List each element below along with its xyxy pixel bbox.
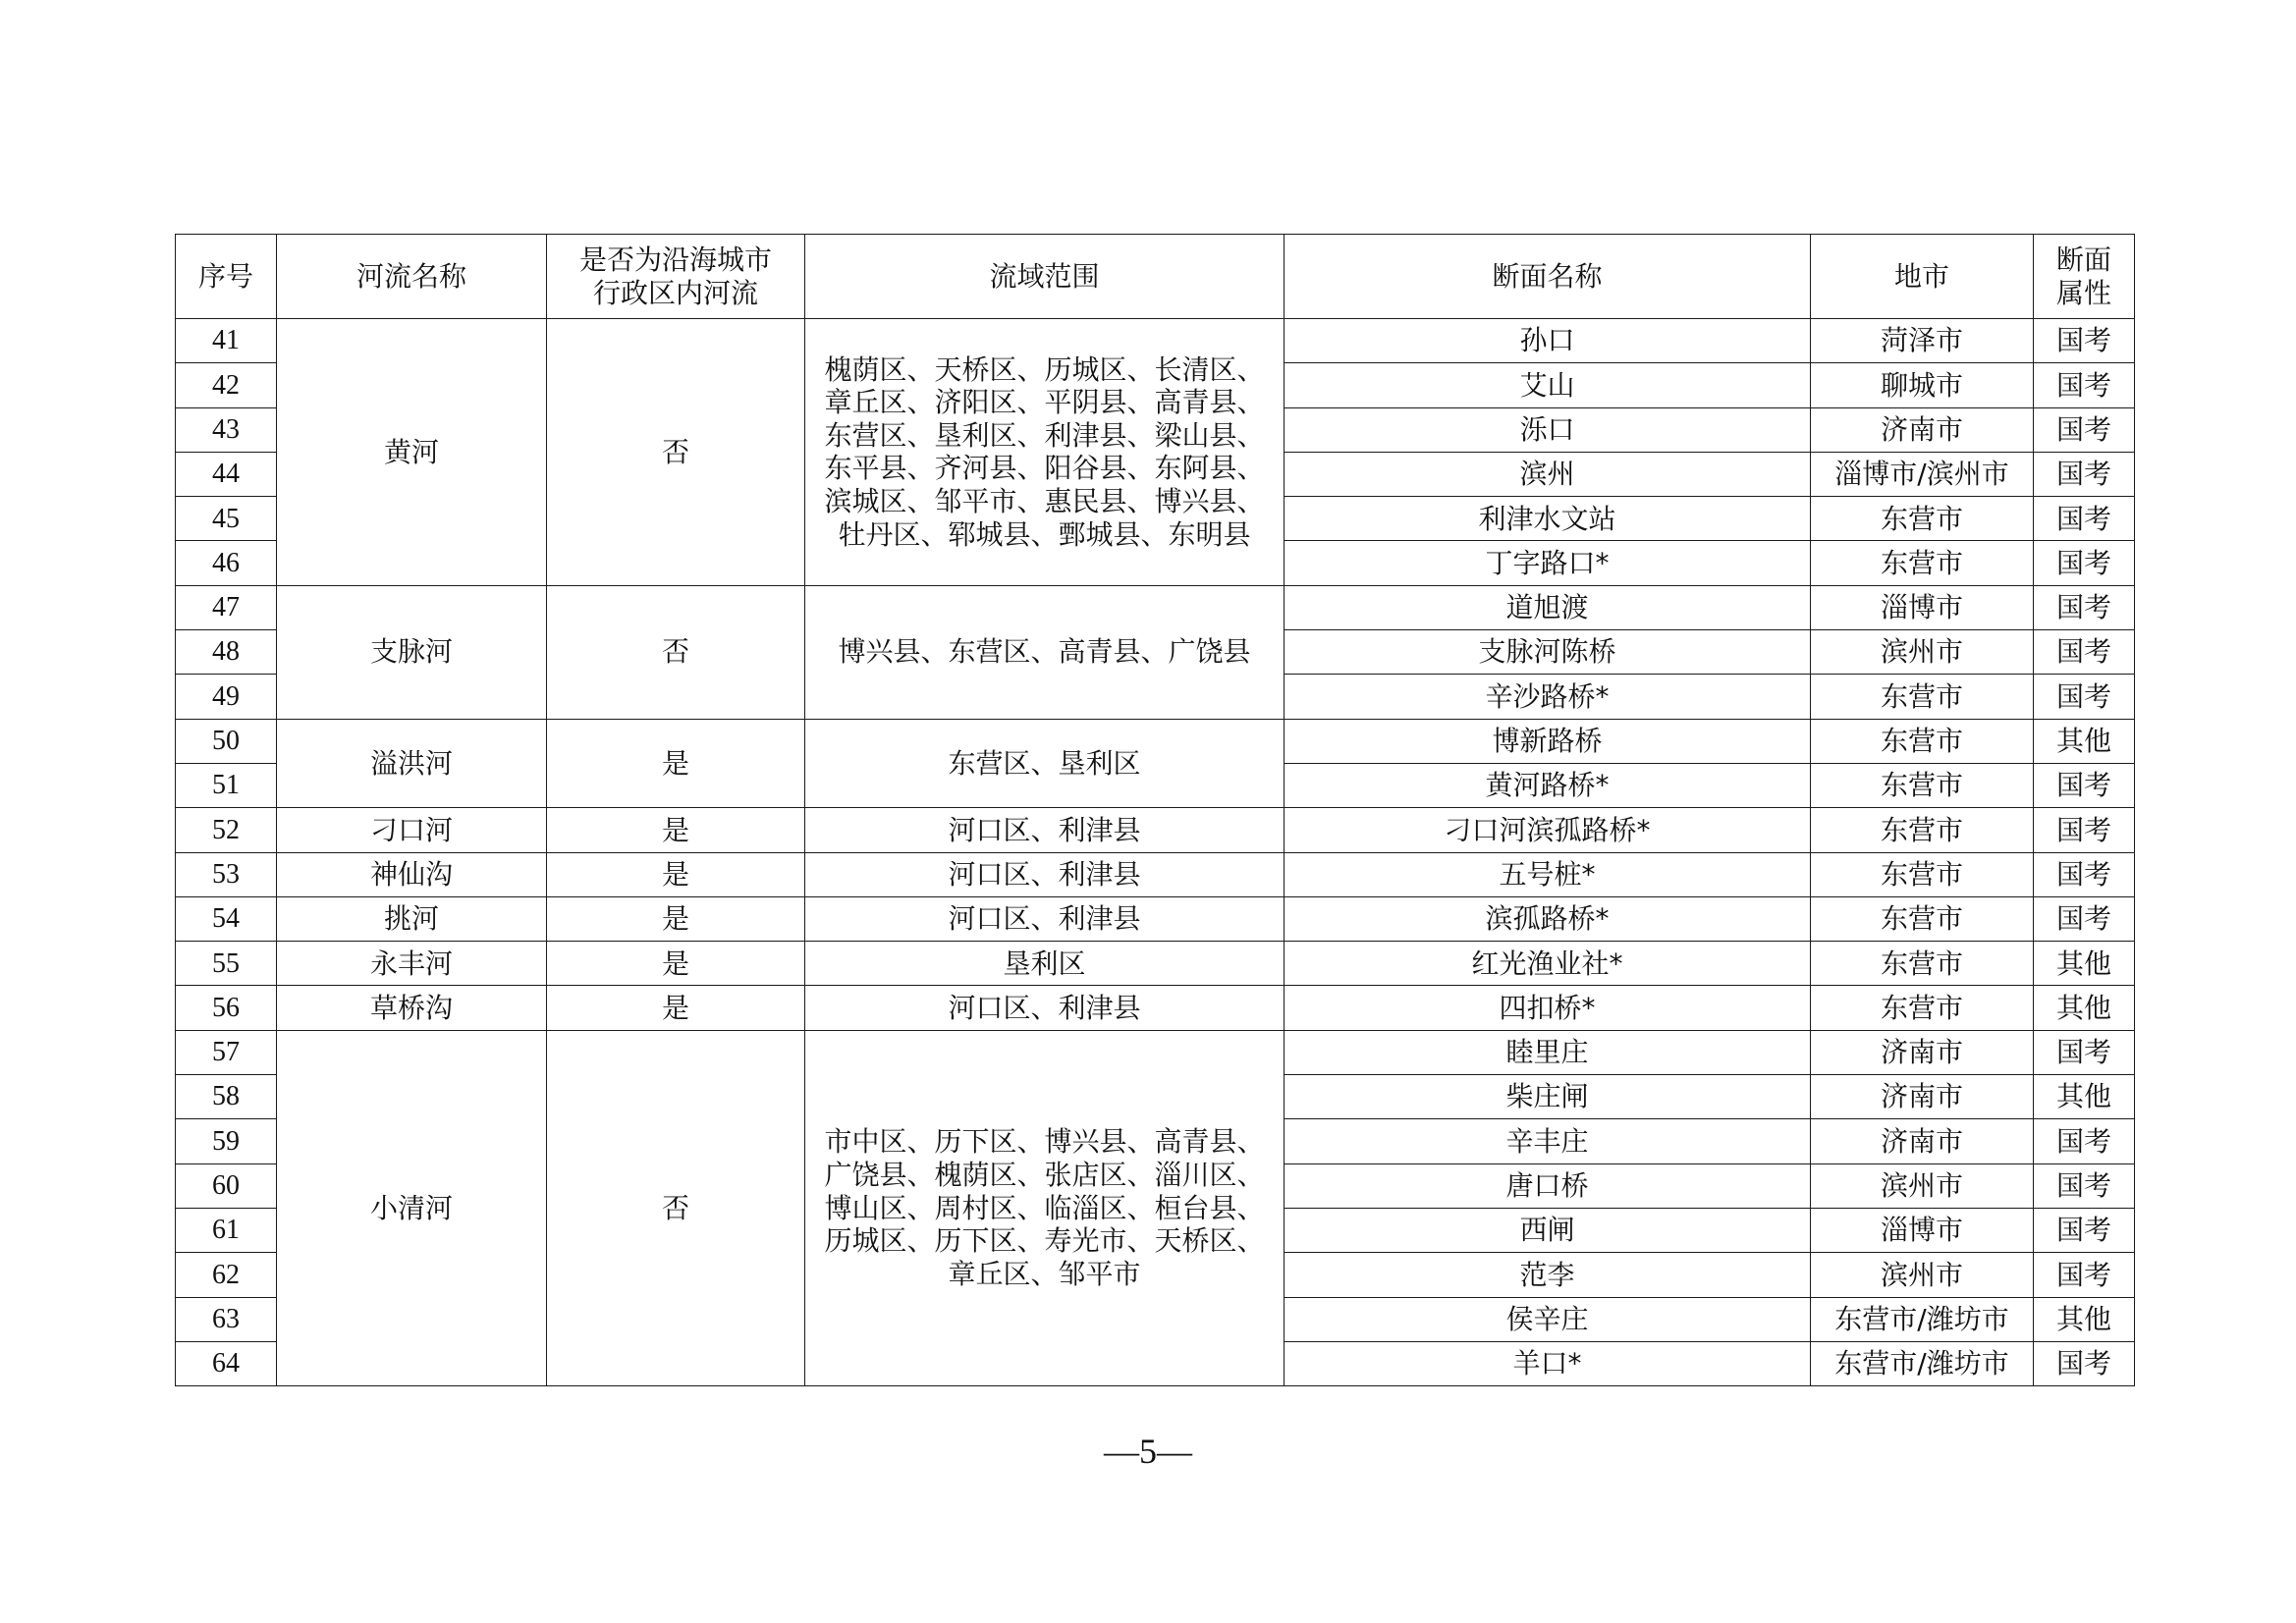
table-row (176, 852, 2135, 896)
section-name-cell: 丁字路口* (1285, 541, 1811, 585)
seq-cell: 43 (176, 407, 277, 452)
seq-cell: 60 (176, 1163, 277, 1208)
basin-scope-line: 章丘区、济阳区、平阴县、高青县、 (824, 386, 1265, 419)
seq-cell: 59 (176, 1119, 277, 1163)
header-row (176, 235, 2135, 319)
seq-cell: 64 (176, 1341, 277, 1385)
basin-scope-line: 牡丹区、郓城县、鄄城县、东明县 (838, 517, 1251, 551)
coastal-cell: 是 (547, 986, 805, 1030)
section-attr-cell: 国考 (2034, 630, 2135, 675)
basin-scope-line: 东营区、垦利区 (948, 746, 1141, 780)
table-row (176, 986, 2135, 1030)
city-cell: 东营市/潍坊市 (1811, 1297, 2034, 1341)
basin-scope-cell (805, 986, 1285, 1030)
table-row (176, 1030, 2135, 1074)
section-name-cell: 辛丰庄 (1285, 1119, 1811, 1163)
river-name-cell: 神仙沟 (277, 852, 547, 896)
city-cell: 济南市 (1811, 1030, 2034, 1074)
seq-cell: 51 (176, 763, 277, 807)
section-attr-cell: 国考 (2034, 541, 2135, 585)
section-name-cell: 西闸 (1285, 1208, 1811, 1252)
basin-scope-line: 历城区、历下区、寿光市、天桥区、 (824, 1224, 1265, 1258)
section-attr-cell: 其他 (2034, 942, 2135, 986)
section-name-cell: 滨孤路桥* (1285, 896, 1811, 941)
city-cell: 东营市 (1811, 852, 2034, 896)
section-name-cell: 范李 (1285, 1253, 1811, 1297)
seq-cell: 48 (176, 630, 277, 675)
city-cell: 东营市 (1811, 986, 2034, 1030)
city-cell: 菏泽市 (1811, 319, 2034, 363)
section-attr-cell: 国考 (2034, 1253, 2135, 1297)
city-cell: 淄博市 (1811, 1208, 2034, 1252)
section-name-cell: 羊口* (1285, 1341, 1811, 1385)
city-cell: 东营市 (1811, 675, 2034, 719)
seq-cell: 63 (176, 1297, 277, 1341)
city-cell: 东营市 (1811, 541, 2034, 585)
header-attr-line-1: 断面 (2055, 243, 2111, 276)
seq-cell: 62 (176, 1253, 277, 1297)
basin-scope-line: 博山区、周村区、临淄区、桓台县、 (824, 1191, 1265, 1224)
section-name-cell: 利津水文站 (1285, 497, 1811, 541)
section-name-cell: 支脉河陈桥 (1285, 630, 1811, 675)
header-coastal-line-1: 是否为沿海城市 (578, 243, 772, 276)
city-cell: 东营市 (1811, 763, 2034, 807)
coastal-cell: 否 (547, 585, 805, 719)
section-attr-cell: 国考 (2034, 808, 2135, 852)
city-cell: 济南市 (1811, 1119, 2034, 1163)
city-cell: 滨州市 (1811, 1253, 2034, 1297)
city-cell: 东营市 (1811, 942, 2034, 986)
section-name-cell: 滨州 (1285, 452, 1811, 496)
basin-scope-line: 章丘区、邹平市 (948, 1257, 1141, 1290)
table-row (176, 808, 2135, 852)
header-coastal (547, 235, 805, 319)
river-name-cell: 草桥沟 (277, 986, 547, 1030)
city-cell: 东营市/潍坊市 (1811, 1341, 2034, 1385)
section-name-cell: 道旭渡 (1285, 585, 1811, 629)
section-attr-cell: 国考 (2034, 407, 2135, 452)
section-name-cell: 黄河路桥* (1285, 763, 1811, 807)
river-name-cell: 永丰河 (277, 942, 547, 986)
page-number: —5— (1104, 1432, 1192, 1471)
coastal-cell: 是 (547, 719, 805, 808)
section-attr-cell: 国考 (2034, 363, 2135, 407)
city-cell: 东营市 (1811, 808, 2034, 852)
section-name-cell: 唐口桥 (1285, 1163, 1811, 1208)
basin-scope-cell (805, 719, 1285, 808)
seq-cell: 41 (176, 319, 277, 363)
table-body (176, 319, 2135, 1386)
section-name-cell: 睦里庄 (1285, 1030, 1811, 1074)
section-attr-cell: 国考 (2034, 497, 2135, 541)
seq-cell: 52 (176, 808, 277, 852)
city-cell: 济南市 (1811, 1075, 2034, 1119)
basin-scope-line: 河口区、利津县 (948, 991, 1141, 1024)
section-attr-cell: 国考 (2034, 452, 2135, 496)
city-cell: 东营市 (1811, 497, 2034, 541)
coastal-cell: 否 (547, 1030, 805, 1385)
header-seq: 序号 (176, 235, 277, 319)
river-name-cell: 挑河 (277, 896, 547, 941)
section-name-cell: 五号桩* (1285, 852, 1811, 896)
section-name-cell: 刁口河滨孤路桥* (1285, 808, 1811, 852)
section-attr-cell: 国考 (2034, 1119, 2135, 1163)
section-attr-cell: 国考 (2034, 675, 2135, 719)
coastal-cell: 是 (547, 942, 805, 986)
section-name-cell: 红光渔业社* (1285, 942, 1811, 986)
basin-scope-cell (805, 1030, 1285, 1385)
section-attr-cell: 国考 (2034, 896, 2135, 941)
coastal-cell: 是 (547, 808, 805, 852)
section-attr-cell: 其他 (2034, 1075, 2135, 1119)
basin-scope-line: 博兴县、东营区、高青县、广饶县 (838, 635, 1251, 669)
seq-cell: 55 (176, 942, 277, 986)
basin-scope-cell (805, 808, 1285, 852)
header-coastal-line-2: 行政区内河流 (592, 276, 758, 309)
coastal-cell: 是 (547, 896, 805, 941)
seq-cell: 50 (176, 719, 277, 763)
basin-scope-line: 槐荫区、天桥区、历城区、长清区、 (824, 352, 1265, 386)
seq-cell: 45 (176, 497, 277, 541)
seq-cell: 56 (176, 986, 277, 1030)
header-section-attr (2034, 235, 2135, 319)
basin-scope-cell (805, 896, 1285, 941)
header-attr-line-2: 属性 (2055, 276, 2111, 309)
basin-scope-cell (805, 942, 1285, 986)
section-name-cell: 柴庄闸 (1285, 1075, 1811, 1119)
table-row (176, 585, 2135, 629)
seq-cell: 47 (176, 585, 277, 629)
section-attr-cell: 其他 (2034, 1297, 2135, 1341)
city-cell: 淄博市 (1811, 585, 2034, 629)
section-name-cell: 辛沙路桥* (1285, 675, 1811, 719)
section-attr-cell: 国考 (2034, 1163, 2135, 1208)
basin-scope-cell (805, 319, 1285, 586)
city-cell: 东营市 (1811, 719, 2034, 763)
basin-scope-cell (805, 585, 1285, 719)
coastal-cell: 否 (547, 319, 805, 586)
section-attr-cell: 国考 (2034, 763, 2135, 807)
section-name-cell: 艾山 (1285, 363, 1811, 407)
header-section-name: 断面名称 (1285, 235, 1811, 319)
table-row (176, 942, 2135, 986)
seq-cell: 46 (176, 541, 277, 585)
header-basin-scope: 流域范围 (805, 235, 1285, 319)
section-name-cell: 孙口 (1285, 319, 1811, 363)
section-attr-cell: 国考 (2034, 1208, 2135, 1252)
section-attr-cell: 国考 (2034, 852, 2135, 896)
section-attr-cell: 国考 (2034, 1030, 2135, 1074)
section-attr-cell: 其他 (2034, 719, 2135, 763)
basin-scope-line: 垦利区 (1003, 947, 1086, 980)
section-attr-cell: 国考 (2034, 1341, 2135, 1385)
header-city: 地市 (1811, 235, 2034, 319)
section-name-cell: 四扣桥* (1285, 986, 1811, 1030)
city-cell: 济南市 (1811, 407, 2034, 452)
table-row (176, 719, 2135, 763)
basin-scope-line: 市中区、历下区、博兴县、高青县、 (824, 1125, 1265, 1159)
river-name-cell: 支脉河 (277, 585, 547, 719)
basin-scope-cell (805, 852, 1285, 896)
table-header (176, 235, 2135, 319)
seq-cell: 53 (176, 852, 277, 896)
basin-scope-line: 河口区、利津县 (948, 813, 1141, 846)
river-name-cell: 刁口河 (277, 808, 547, 852)
section-name-cell: 泺口 (1285, 407, 1811, 452)
section-name-cell: 侯辛庄 (1285, 1297, 1811, 1341)
basin-scope-line: 东平县、齐河县、阳谷县、东阿县、 (824, 452, 1265, 485)
basin-scope-line: 东营区、垦利区、利津县、梁山县、 (824, 418, 1265, 452)
basin-scope-line: 河口区、利津县 (948, 857, 1141, 891)
city-cell: 滨州市 (1811, 1163, 2034, 1208)
table-row (176, 319, 2135, 363)
section-attr-cell: 国考 (2034, 585, 2135, 629)
basin-scope-line: 广饶县、槐荫区、张店区、淄川区、 (824, 1159, 1265, 1192)
seq-cell: 57 (176, 1030, 277, 1074)
section-attr-cell: 其他 (2034, 986, 2135, 1030)
river-section-table (175, 234, 2135, 1386)
river-name-cell: 小清河 (277, 1030, 547, 1385)
city-cell: 滨州市 (1811, 630, 2034, 675)
seq-cell: 61 (176, 1208, 277, 1252)
river-name-cell: 黄河 (277, 319, 547, 586)
table-row (176, 896, 2135, 941)
river-name-cell: 溢洪河 (277, 719, 547, 808)
seq-cell: 58 (176, 1075, 277, 1119)
city-cell: 淄博市/滨州市 (1811, 452, 2034, 496)
basin-scope-line: 河口区、利津县 (948, 902, 1141, 936)
seq-cell: 54 (176, 896, 277, 941)
basin-scope-line: 滨城区、邹平市、惠民县、博兴县、 (824, 484, 1265, 517)
seq-cell: 49 (176, 675, 277, 719)
section-attr-cell: 国考 (2034, 319, 2135, 363)
seq-cell: 42 (176, 363, 277, 407)
city-cell: 聊城市 (1811, 363, 2034, 407)
seq-cell: 44 (176, 452, 277, 496)
city-cell: 东营市 (1811, 896, 2034, 941)
section-name-cell: 博新路桥 (1285, 719, 1811, 763)
header-river-name: 河流名称 (277, 235, 547, 319)
coastal-cell: 是 (547, 852, 805, 896)
